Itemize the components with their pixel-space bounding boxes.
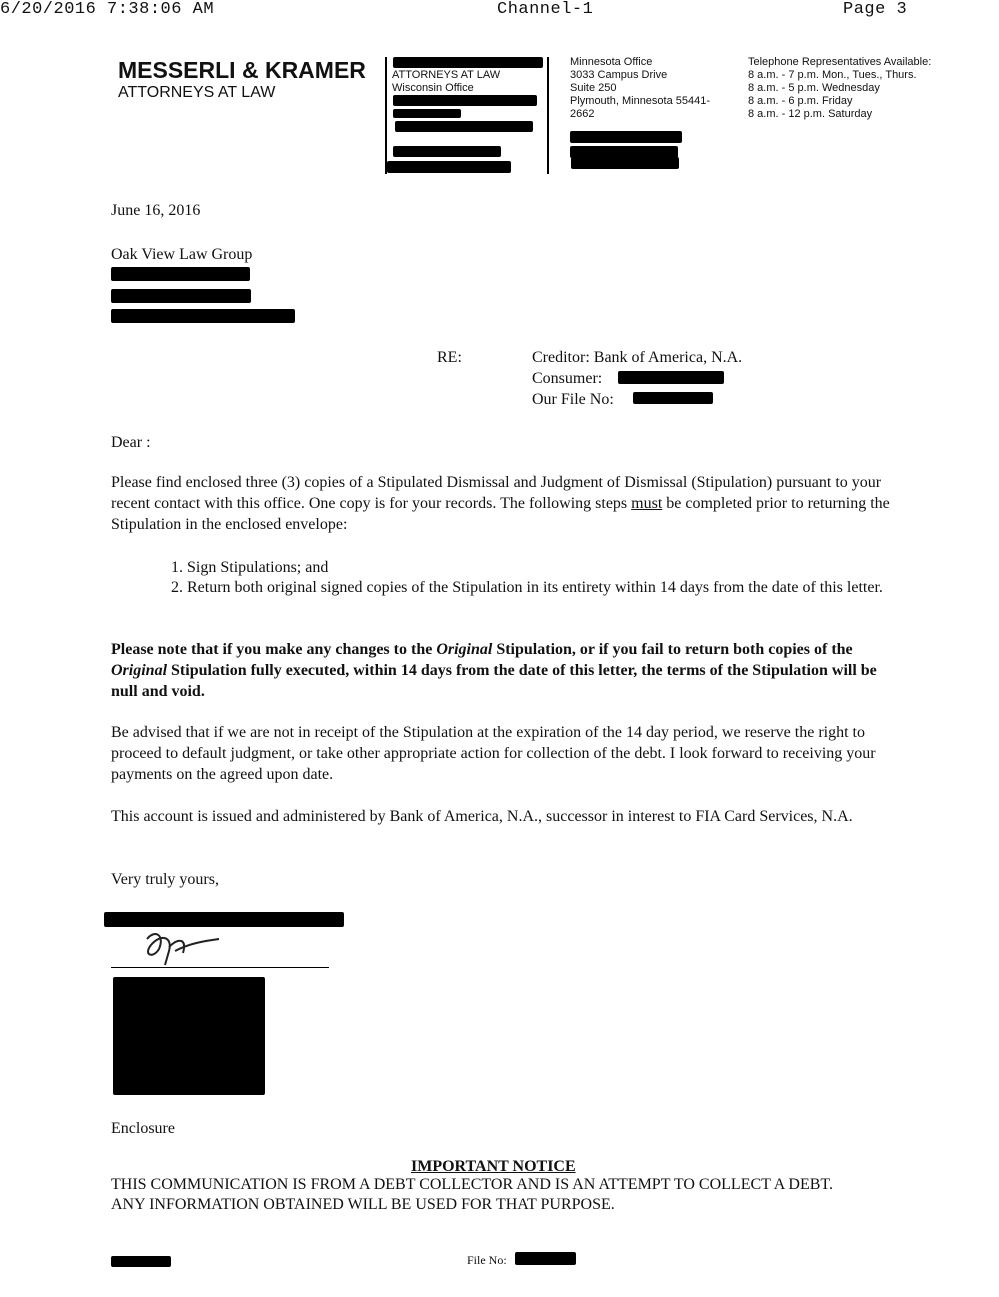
- wi-box-left-rule: [385, 57, 387, 174]
- redaction: [393, 57, 543, 68]
- paragraph: [111, 472, 891, 535]
- re-label: RE:: [437, 349, 462, 366]
- redaction: [113, 977, 265, 1095]
- redaction: [618, 371, 724, 384]
- notice-line: THIS COMMUNICATION IS FROM A DEBT COLLECTOR AND IS AN ATTEMPT TO COLLECT A DEBT.: [111, 1176, 834, 1193]
- step-item: 2. Return both original signed copies of the Stipulation in its entirety within 14 days from the date of this letter.: [171, 579, 883, 596]
- wi-box-right-rule: [547, 57, 549, 174]
- redaction: [393, 95, 537, 106]
- step-item: 1. Sign Stipulations; and: [171, 559, 329, 576]
- mn-office-line: Suite 250: [570, 82, 617, 94]
- phone-hours-line: 8 a.m. - 5 p.m. Wednesday: [748, 82, 880, 94]
- redaction: [111, 267, 250, 281]
- redaction: [633, 392, 713, 404]
- notice-line: ANY INFORMATION OBTAINED WILL BE USED FOR THAT PURPOSE.: [111, 1196, 615, 1213]
- re-consumer: Consumer:: [532, 370, 603, 387]
- re-creditor: Creditor: Bank of America, N.A.: [532, 349, 743, 366]
- signature-line: [111, 967, 329, 968]
- mn-office-line: 2662: [570, 108, 595, 120]
- wi-box-line1: ATTORNEYS AT LAW: [392, 69, 501, 81]
- text-run: Original: [111, 662, 168, 679]
- phone-hours-line: 8 a.m. - 7 p.m. Mon., Tues., Thurs.: [748, 69, 917, 81]
- footer-file-no: File No:: [467, 1253, 507, 1267]
- paragraph: This account is issued and administered by Bank of America, N.A., successor in interest to FIA Card Services, N.A.: [111, 808, 853, 825]
- wi-box-line2: Wisconsin Office: [392, 82, 474, 94]
- re-file-no: Our File No:: [532, 391, 614, 408]
- enclosure-label: Enclosure: [111, 1120, 175, 1137]
- bold-warning-paragraph: [111, 639, 891, 702]
- redaction: [570, 131, 682, 143]
- notice-title: IMPORTANT NOTICE: [411, 1158, 576, 1175]
- firm-subtitle: ATTORNEYS AT LAW: [118, 84, 276, 101]
- text-run: must: [631, 495, 663, 512]
- mn-office-line: Plymouth, Minnesota 55441-: [570, 95, 711, 107]
- text-run: Please find enclosed three (3) copies of a Stipulated Dismissal and Judgment of Dismissal (Stipulation) pursuant to your recent contact with this office. One copy is for your records. The following steps: [111, 474, 882, 512]
- firm-name: MESSERLI & KRAMER: [118, 57, 366, 83]
- text-run: Stipulation, or if you fail to return both copies of the: [492, 641, 853, 658]
- redaction: [111, 309, 295, 323]
- closing: Very truly yours,: [111, 871, 219, 888]
- text-run: Please note that if you make any changes to the: [111, 641, 437, 658]
- salutation: Dear :: [111, 434, 151, 451]
- paragraph: Be advised that if we are not in receipt of the Stipulation at the expiration of the 14 day period, we reserve the right to proceed to default judgment, or take other appropriate action for collection of the debt. I look forward to receiving your payments on the agreed upon date.: [111, 724, 876, 783]
- phone-hours: [748, 56, 931, 121]
- redaction: [395, 121, 533, 132]
- phone-hours-line: 8 a.m. - 6 p.m. Friday: [748, 95, 853, 107]
- signature-graphic: [135, 925, 225, 973]
- fax-channel: Channel-1: [497, 0, 594, 19]
- mn-office-line: 3033 Campus Drive: [570, 69, 668, 81]
- redaction: [111, 289, 251, 303]
- fax-timestamp: 6/20/2016 7:38:06 AM: [0, 0, 215, 19]
- phone-hours-line: Telephone Representatives Available:: [748, 56, 932, 68]
- mn-office-line: Minnesota Office: [570, 56, 653, 68]
- phone-hours-line: 8 a.m. - 12 p.m. Saturday: [748, 108, 873, 120]
- text-run: Original: [436, 641, 493, 658]
- text-run: Stipulation fully executed, within 14 days from the date of this letter, the terms of the Stipulation will be null and void.: [111, 662, 877, 700]
- redaction: [571, 157, 679, 169]
- redaction: [393, 109, 461, 118]
- text-run: be completed prior to returning the Stipulation in the enclosed envelope:: [111, 495, 890, 533]
- redaction: [111, 1256, 171, 1267]
- redaction: [387, 161, 511, 173]
- mn-office-address: [570, 56, 710, 121]
- letter-date: June 16, 2016: [111, 202, 201, 219]
- fax-page: Page 3: [843, 0, 908, 19]
- recipient-name: Oak View Law Group: [111, 246, 253, 263]
- redaction: [515, 1252, 576, 1265]
- redaction: [393, 146, 501, 157]
